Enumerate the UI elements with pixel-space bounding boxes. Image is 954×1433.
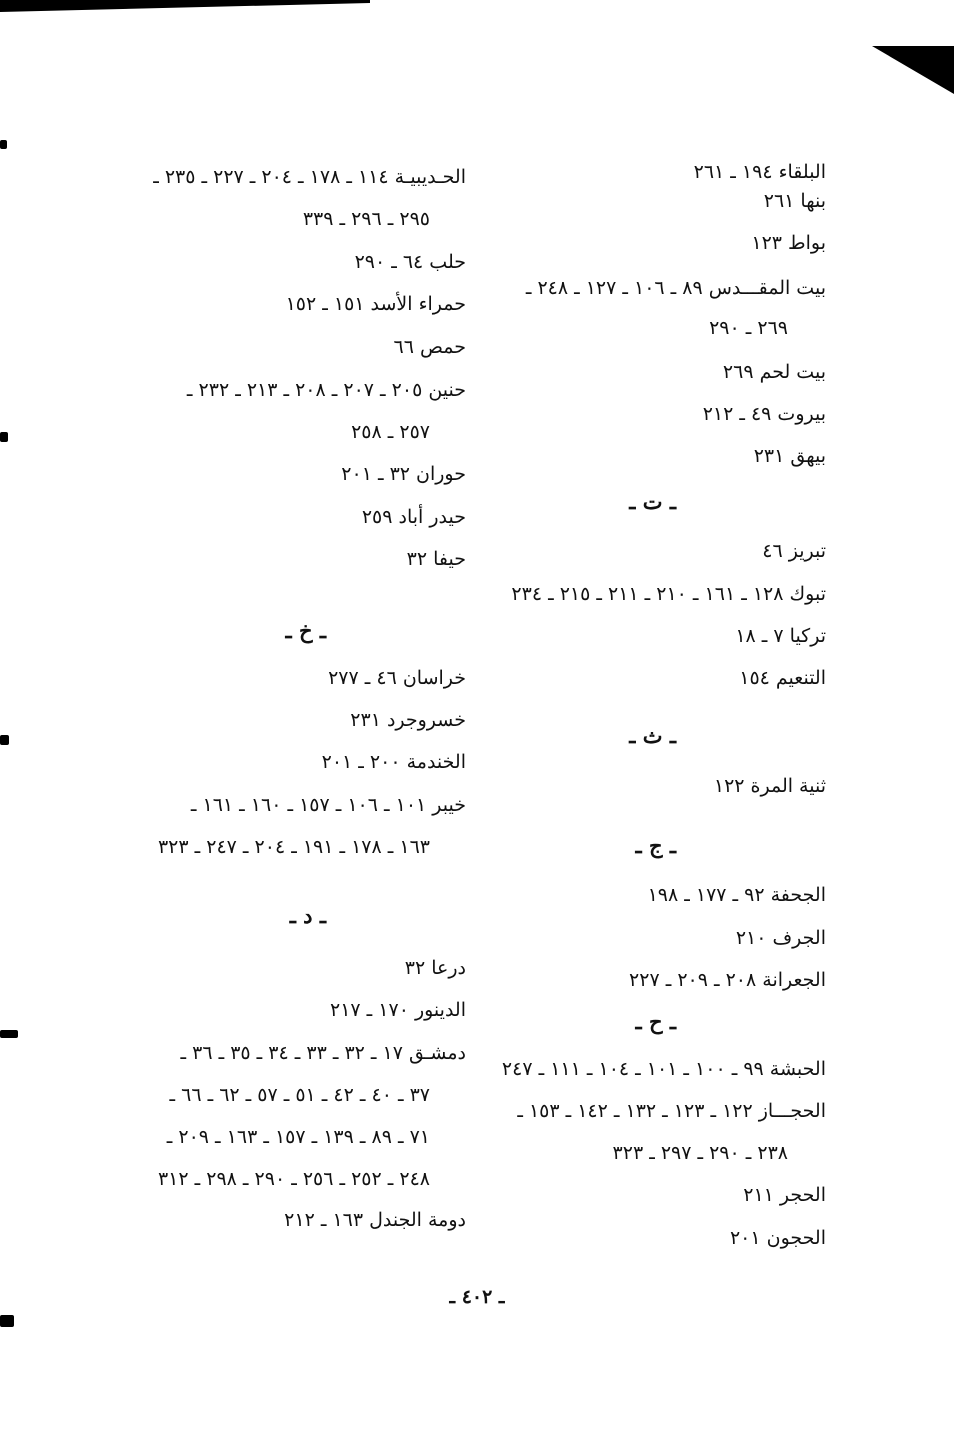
index-entry: تبريز ٤٦ — [762, 540, 826, 562]
index-entry-continuation: ٢٥٧ ـ ٢٥٨ — [351, 421, 430, 443]
index-entry: حيفا ٣٢ — [406, 548, 466, 570]
index-entry: حنين ٢٠٥ ـ ٢٠٧ ـ ٢٠٨ ـ ٢١٣ ـ ٢٣٢ ـ — [186, 379, 466, 401]
index-entry-continuation: ٢٣٨ ـ ٢٩٠ ـ ٢٩٧ ـ ٣٢٣ — [612, 1142, 788, 1164]
letter-header: ـ ث ـ — [629, 723, 676, 748]
scan-mark — [0, 432, 8, 442]
index-entry: البلقاء ١٩٤ ـ ٢٦١ — [693, 161, 826, 183]
index-entry: الجعرانة ٢٠٨ ـ ٢٠٩ ـ ٢٢٧ — [629, 969, 826, 991]
index-entry: الدينور ١٧٠ ـ ٢١٧ — [330, 999, 466, 1021]
index-entry: تركيا ٧ ـ ١٨ — [735, 625, 826, 647]
index-entry: الحجون ٢٠١ — [729, 1227, 826, 1249]
index-entry: التنعيم ١٥٤ — [739, 667, 826, 689]
index-entry: ثنية المرة ١٢٢ — [713, 775, 826, 797]
scan-mark — [0, 1030, 18, 1038]
index-entry: دمشـق ١٧ ـ ٣٢ ـ ٣٣ ـ ٣٤ ـ ٣٥ ـ ٣٦ ـ — [180, 1042, 466, 1064]
index-entry: بيهق ٢٣١ — [753, 445, 826, 467]
index-entry: درعا ٣٢ — [404, 957, 466, 979]
index-entry: حيدر أباد ٢٥٩ — [361, 506, 466, 528]
index-entry: الحجر ٢١١ — [743, 1184, 826, 1206]
letter-header: ـ ح ـ — [635, 1009, 676, 1034]
scan-mark — [0, 735, 9, 745]
index-entry: بيت لحم ٢٦٩ — [722, 361, 826, 383]
index-entry: بيروت ٤٩ ـ ٢١٢ — [702, 403, 826, 425]
index-entry-continuation: ٣٧ ـ ٤٠ ـ ٤٢ ـ ٥١ ـ ٥٧ ـ ٦٢ ـ ٦٦ ـ — [169, 1084, 430, 1106]
scan-mark — [0, 140, 7, 149]
index-entry: حوران ٣٢ ـ ٢٠١ — [341, 463, 466, 485]
page-number: ـ ٤٠٢ ـ — [449, 1286, 505, 1308]
index-entry-continuation: ٧١ ـ ٨٩ ـ ١٣٩ ـ ١٥٧ ـ ١٦٣ ـ ٢٠٩ ـ — [166, 1126, 430, 1148]
index-entry-continuation: ٢٤٨ ـ ٢٥٢ ـ ٢٥٦ ـ ٢٩٠ ـ ٢٩٨ ـ ٣١٢ — [157, 1168, 430, 1190]
scan-edge-top — [0, 0, 370, 12]
letter-header: ـ ت ـ — [629, 489, 676, 514]
index-entry-continuation: ٢٩٥ ـ ٢٩٦ ـ ٣٣٩ — [302, 208, 430, 230]
index-entry: بواط ١٢٣ — [751, 232, 826, 254]
index-entry-continuation: ٢٦٩ ـ ٢٩٠ — [709, 317, 788, 339]
scan-corner-mark — [872, 46, 954, 94]
letter-header: ـ خ ـ — [285, 618, 326, 643]
index-entry: بنها ٢٦١ — [763, 190, 826, 212]
index-entry: الحبشة ٩٩ ـ ١٠٠ ـ ١٠١ ـ ١٠٤ ـ ١١١ ـ ٢٤٧ — [501, 1058, 826, 1080]
index-entry: الحـديبيـة ١١٤ ـ ١٧٨ ـ ٢٠٤ ـ ٢٢٧ ـ ٢٣٥ ـ — [153, 166, 466, 188]
index-entry: الخندمة ٢٠٠ ـ ٢٠١ — [321, 751, 466, 773]
index-entry: خسروجرد ٢٣١ — [350, 709, 466, 731]
index-entry: حمراء الأسد ١٥١ ـ ١٥٢ — [285, 293, 466, 315]
index-entry: حمص ٦٦ — [393, 336, 466, 358]
index-entry: الجحفة ٩٢ ـ ١٧٧ ـ ١٩٨ — [647, 884, 826, 906]
index-entry-continuation: ١٦٣ ـ ١٧٨ ـ ١٩١ ـ ٢٠٤ ـ ٢٤٧ ـ ٣٢٣ — [157, 836, 430, 858]
index-entry: تبوك ١٢٨ ـ ١٦١ ـ ٢١٠ ـ ٢١١ ـ ٢١٥ ـ ٢٣٤ — [511, 583, 826, 605]
index-entry: دومة الجندل ١٦٣ ـ ٢١٢ — [284, 1209, 466, 1231]
index-entry: خيبر ١٠١ ـ ١٠٦ ـ ١٥٧ ـ ١٦٠ ـ ١٦١ ـ — [190, 794, 466, 816]
index-entry: حلب ٦٤ ـ ٢٩٠ — [354, 251, 466, 273]
index-entry: خراسان ٤٦ ـ ٢٧٧ — [328, 667, 466, 689]
scan-mark — [0, 1315, 14, 1327]
index-entry: بيت المقـــدس ٨٩ ـ ١٠٦ ـ ١٢٧ ـ ٢٤٨ ـ — [525, 277, 826, 299]
letter-header: ـ د ـ — [289, 903, 326, 928]
index-entry: الحجـــاز ١٢٢ ـ ١٢٣ ـ ١٣٢ ـ ١٤٢ ـ ١٥٣ ـ — [517, 1100, 826, 1122]
letter-header: ـ ج ـ — [635, 833, 676, 858]
index-entry: الجرف ٢١٠ — [735, 927, 826, 949]
